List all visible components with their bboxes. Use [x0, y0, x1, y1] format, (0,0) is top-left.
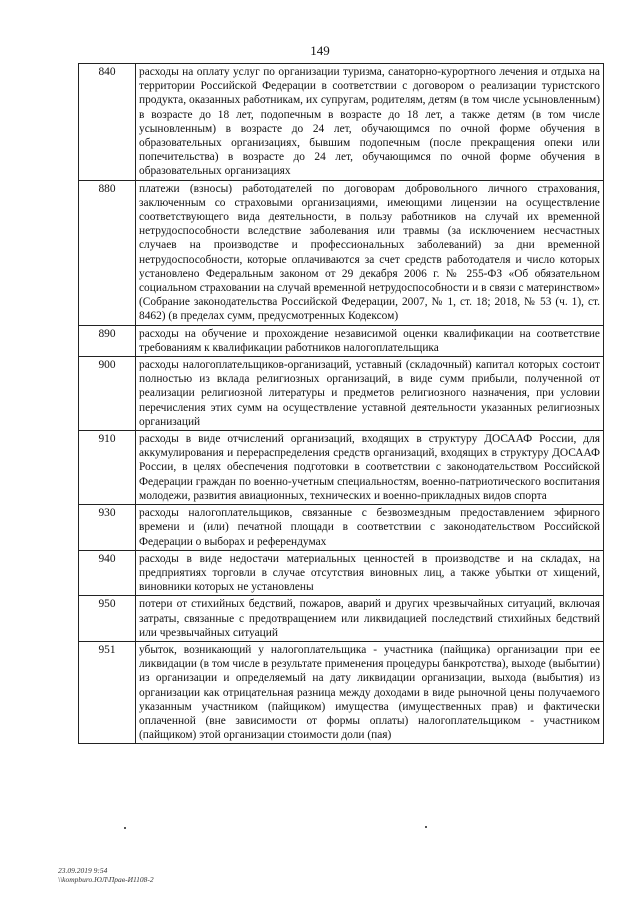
- table-row: [79, 505, 604, 551]
- scan-dot: [124, 827, 126, 829]
- scan-marks: [0, 826, 640, 830]
- row-description: расходы налогоплательщиков-организаций, уставный (складочный) капитал которых состоит полностью из вклада религиозных организаций, в виде сумм прибыли, полученной от реализации религиозной литературы и предметов религиозного назначения, при условии перечисления этих сумм на осуществление уставной деятельности указанных религиозных организаций: [136, 357, 604, 431]
- row-code: 880: [79, 180, 136, 325]
- row-code: 951: [79, 641, 136, 743]
- row-description: расходы на обучение и прохождение независимой оценки квалификации на соответствие требованиям к квалификации работников налогоплательщика: [136, 325, 604, 356]
- table-row: [79, 180, 604, 325]
- row-description: платежи (взносы) работодателей по договорам добровольного личного страхования, заключенным со страховыми организациями, имеющими лицензии на осуществление соответствующего вида деятельности, в пользу работников на случай их временной нетрудоспособности вследствие заболевания или травмы (за исключением несчастных случаев на производстве и профессиональных заболеваний) за дни временной нетрудоспособности, которые оплачиваются за счет средств работодателя и число которых установлено Федеральным законом от 29 декабря 2006 г. № 255-ФЗ «Об обязательном социальном страховании на случай временной нетрудоспособности и в связи с материнством» (Собрание законодательства Российской Федерации, 2007, № 1, ст. 18; 2018, № 53 (ч. 1), ст. 8462) (в пределах сумм, предусмотренных Кодексом): [136, 180, 604, 325]
- row-code: 890: [79, 325, 136, 356]
- table-row: [79, 641, 604, 743]
- row-description: расходы в виде недостачи материальных ценностей в производстве и на складах, на предприятиях торговли в случае отсутствия виновных лиц, а также убытки от хищений, виновники которых не установлены: [136, 550, 604, 596]
- scan-dot: [425, 826, 427, 828]
- row-description: потери от стихийных бедствий, пожаров, аварий и других чрезвычайных ситуаций, включая затраты, связанные с предотвращением или ликвидацией последствий стихийных бедствий или чрезвычайных ситуаций: [136, 596, 604, 642]
- row-code: 840: [79, 64, 136, 181]
- row-description: расходы в виде отчислений организаций, входящих в структуру ДОСААФ России, для аккумулирования и перераспределения средств организаций, входящих в структуру ДОСААФ России, в целях обеспечения подготовки в соответствии с законодательством Российской Федерации граждан по военно-учетным специальностям, военно-патриотического воспитания молодежи, развития авиационных, технических и военно-прикладных видов спорта: [136, 431, 604, 505]
- row-code: 930: [79, 505, 136, 551]
- row-description: расходы налогоплательщиков, связанные с безвозмездным предоставлением эфирного времени и (или) печатной площади в соответствии с законодательством Российской Федерации о выборах и референдумах: [136, 505, 604, 551]
- print-source: \\kompburo.ЮЛ\Прав-И1108-2: [58, 875, 154, 884]
- table-row: [79, 357, 604, 431]
- row-description: расходы на оплату услуг по организации туризма, санаторно-курортного лечения и отдыха на территории Российской Федерации в соответствии с договором о реализации туристского продукта, оказанных работникам, их супругам, родителям, детям (в том числе усыновленным) в возрасте до 18 лет, подопечным в возрасте до 18 лет, а также детям (в том числе усыновленным) в возрасте до 24 лет, обучающимся по очной форме обучения в образовательных организациях, бывшим подопечным (после прекращения опеки или попечительства) в возрасте до 24 лет, обучающимся по очной форме обучения в образовательных организациях: [136, 64, 604, 181]
- print-date: 23.09.2019 9:54: [58, 866, 108, 875]
- table-row: [79, 431, 604, 505]
- page-number: 149: [310, 43, 330, 58]
- row-code: 900: [79, 357, 136, 431]
- table-row: [79, 596, 604, 642]
- print-footer: [58, 866, 154, 884]
- table-row: [79, 550, 604, 596]
- table-row: [79, 64, 604, 181]
- row-code: 910: [79, 431, 136, 505]
- row-description: убыток, возникающий у налогоплательщика - участника (пайщика) организации при ее ликвидации (в том числе в результате применения процедуры банкротства), выходе (выбытии) из организации и определяемый на дату ликвидации организации, выхода (выбытия) из организации как отрицательная разница между доходами в виде рыночной цены получаемого указанным участником (пайщиком) имущества (имущественных прав) и фактически оплаченной (вне зависимости от формы оплаты) налогоплательщиком - участником (пайщиком) этой организации стоимости доли (пая): [136, 641, 604, 743]
- row-code: 940: [79, 550, 136, 596]
- income-codes-table: [78, 63, 604, 744]
- row-code: 950: [79, 596, 136, 642]
- table-row: [79, 325, 604, 356]
